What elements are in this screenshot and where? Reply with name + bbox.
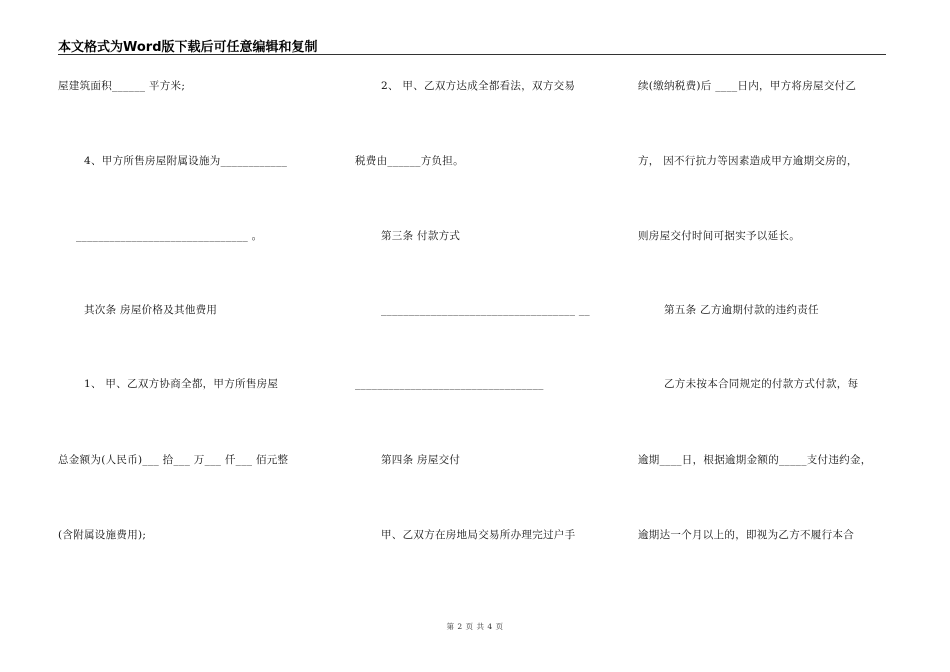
text-line: 税费由______方负担。 — [355, 155, 464, 167]
text-line: 屋建筑面积______ 平方米; — [58, 80, 186, 92]
text-line: 总金额为(人民币)___ 拾___ 万___ 仟___ 佰元整 — [58, 454, 289, 466]
section-heading: 第四条 房屋交付 — [381, 454, 461, 466]
text-line: 则房屋交付时间可据实予以延长。 — [638, 230, 800, 242]
text-line: _______________________________ 。 — [76, 230, 263, 242]
text-line: 方， 因不行抗力等因素造成甲方逾期交房的， — [638, 155, 858, 167]
text-line: 乙方未按本合同规定的付款方式付款，每 — [664, 378, 859, 390]
section-heading: 第五条 乙方逾期付款的违约责任 — [664, 304, 819, 316]
text-line: ___________________________________ __ — [381, 304, 590, 316]
middle-column — [355, 0, 615, 672]
section-heading: 第三条 付款方式 — [381, 230, 461, 242]
text-line: 甲、乙双方在房地局交易所办理完过户手 — [381, 529, 576, 541]
text-line: 续(缴纳税费)后 ____日内，甲方将房屋交付乙 — [638, 80, 857, 92]
text-line: 4、甲方所售房屋附属设施为____________ — [84, 155, 288, 167]
text-line: 1、 甲、乙双方协商全都，甲方所售房屋 — [84, 378, 279, 390]
text-line: __________________________________ — [355, 378, 544, 390]
text-line: 逾期____日，根据逾期金额的_____支付违约金， — [638, 454, 872, 466]
right-column — [638, 0, 888, 672]
page-footer: 第 2 页 共 4 页 — [446, 622, 504, 631]
text-line: (含附属设施费用); — [58, 529, 147, 541]
text-line: 2、 甲、乙双方达成全都看法，双方交易 — [381, 80, 576, 92]
section-heading: 其次条 房屋价格及其他费用 — [84, 304, 218, 316]
text-line: 逾期达一个月以上的，即视为乙方不履行本合 — [638, 529, 854, 541]
left-column — [58, 0, 328, 672]
header-title: 本文格式为Word版下载后可任意编辑和复制 — [58, 40, 318, 55]
